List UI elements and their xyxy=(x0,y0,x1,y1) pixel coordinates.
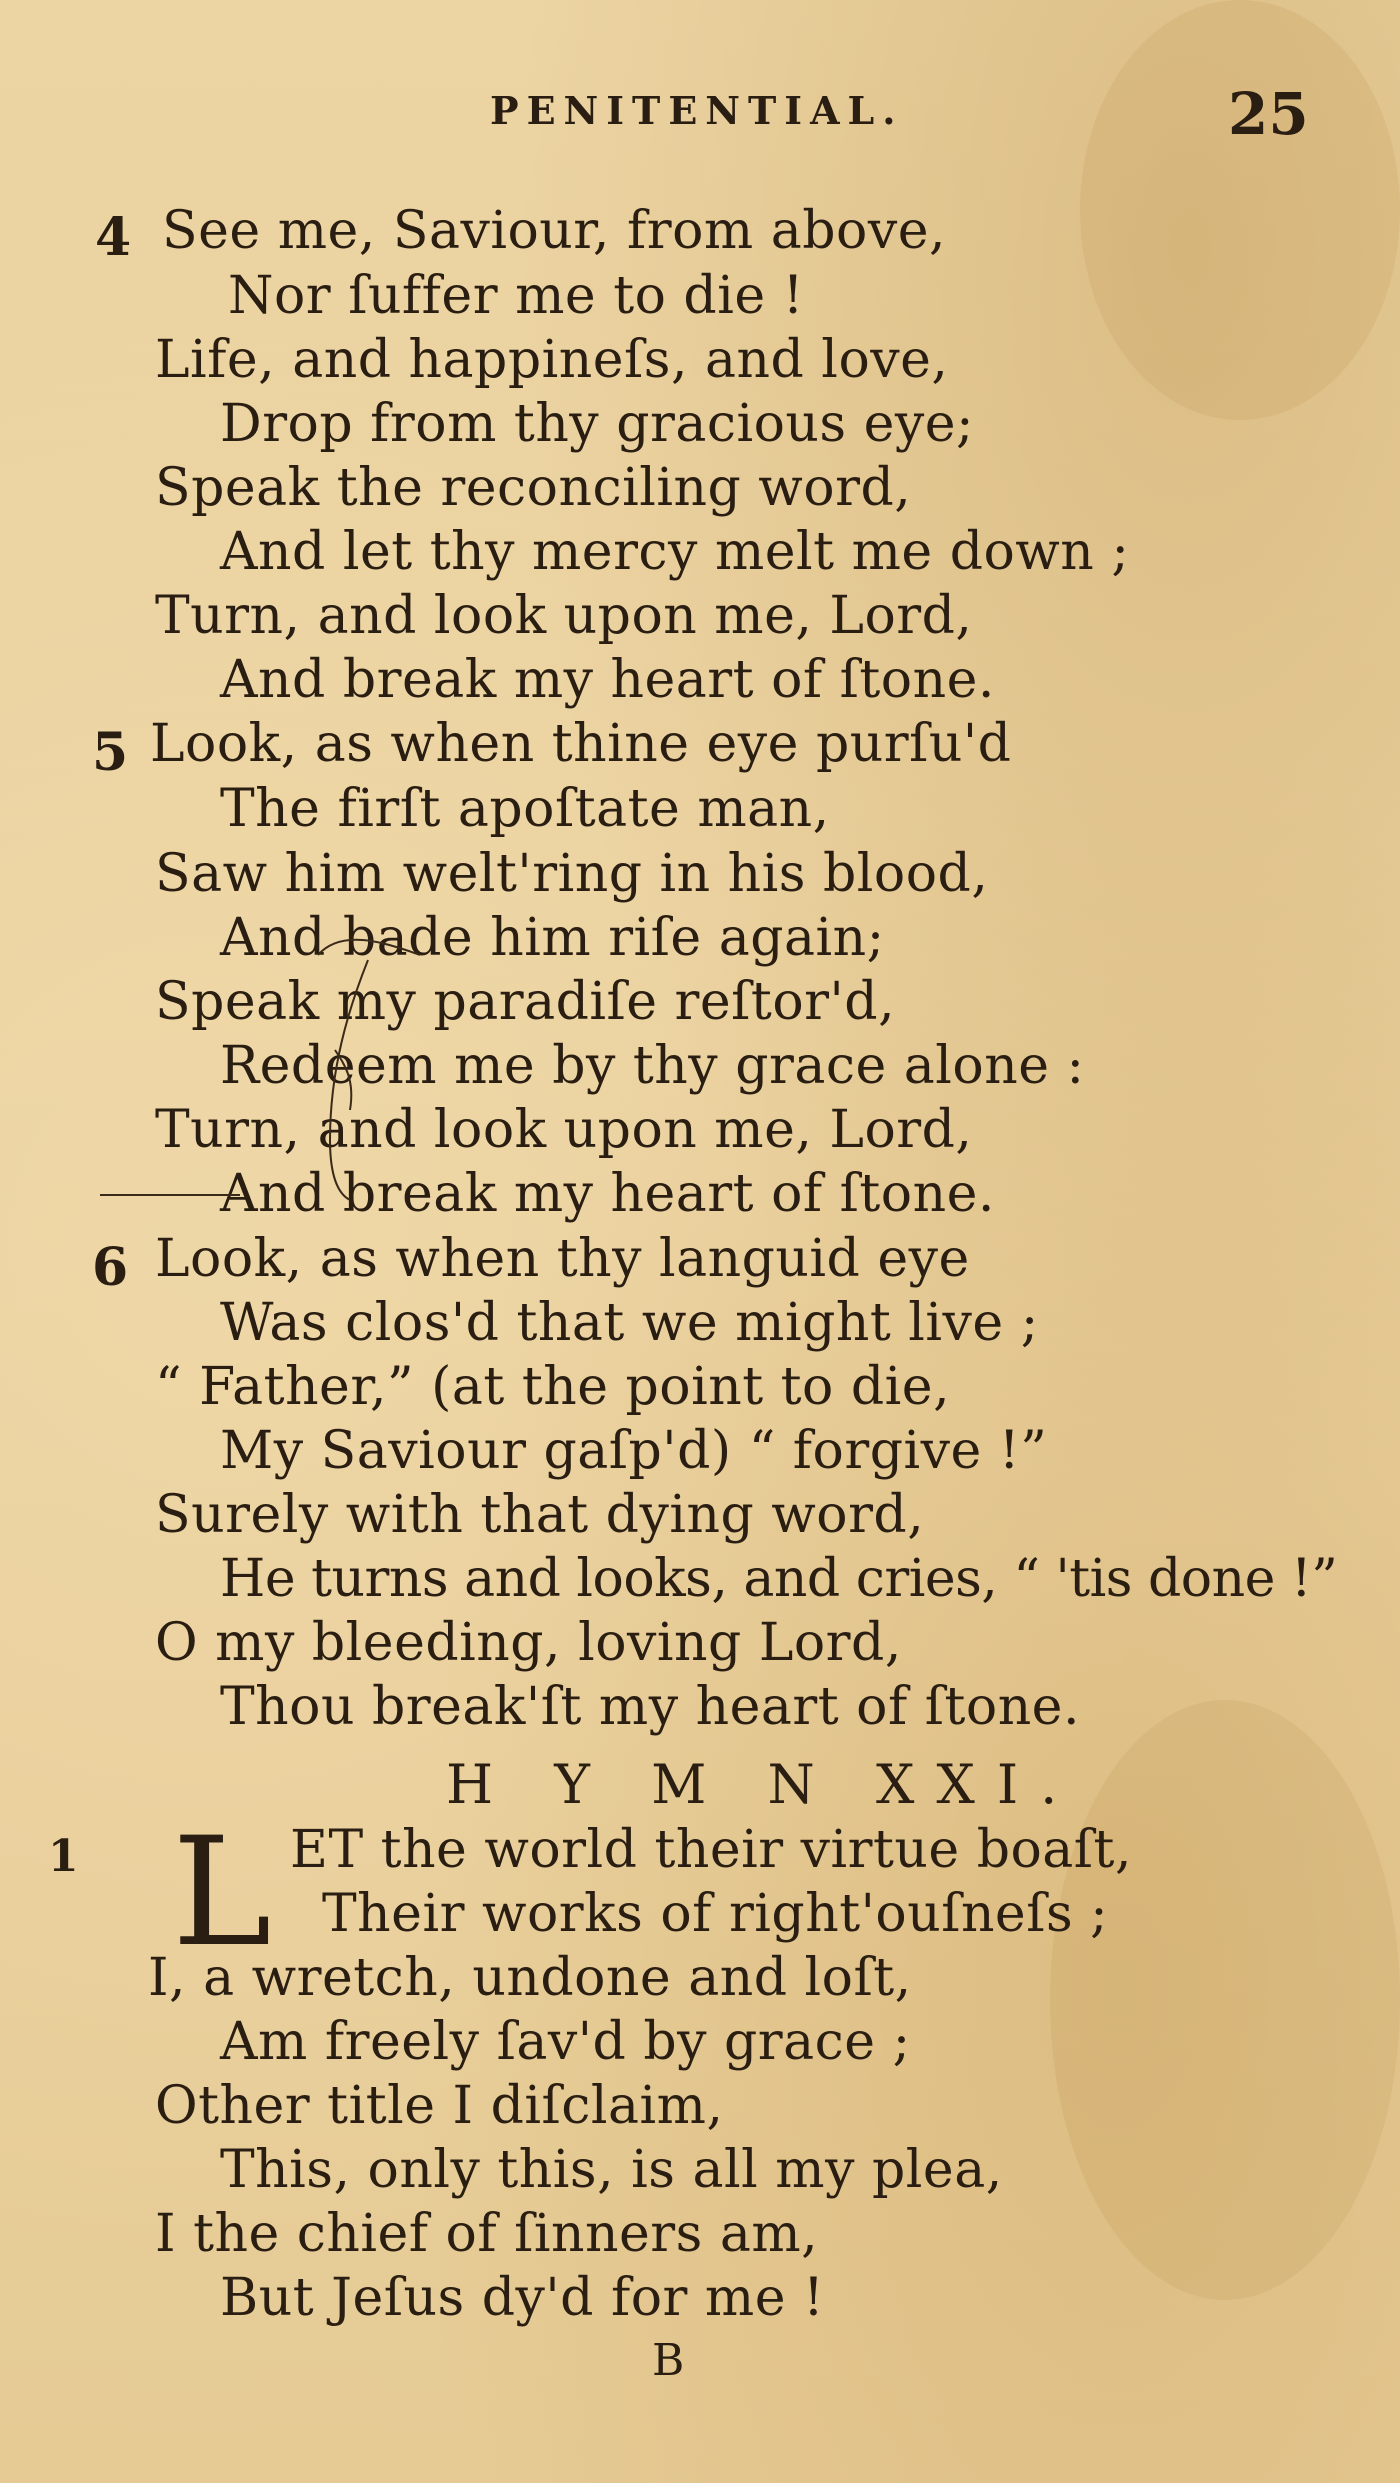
verse-line: Turn, and look upon me, Lord, xyxy=(155,1100,973,1160)
verse-line: Surely with that dying word, xyxy=(155,1485,925,1545)
verse-line: Was clos'd that we might live ; xyxy=(220,1293,1039,1353)
verse-line: Other title I diſclaim, xyxy=(155,2076,724,2136)
verse-line: And bade him riſe again; xyxy=(220,908,885,968)
verse-line: And let thy mercy melt me down ; xyxy=(220,522,1130,582)
verse-line: My Saviour gaſp'd) “ forgive !” xyxy=(220,1421,1048,1481)
stanza-number: 5 xyxy=(92,722,129,783)
verse-line: Look, as when thy languid eye xyxy=(155,1229,970,1289)
stanza-number: 1 xyxy=(48,1831,79,1882)
verse-line: Their works of right'ouſneſs ; xyxy=(322,1884,1109,1944)
verse-line: This, only this, is all my plea, xyxy=(220,2140,1003,2200)
verse-line: ET the world their virtue boaſt, xyxy=(290,1820,1132,1880)
verse-line: See me, Saviour, from above, xyxy=(162,201,946,261)
verse-line: Turn, and look upon me, Lord, xyxy=(155,586,973,646)
stanza-number: 6 xyxy=(92,1237,129,1298)
page-number: 25 xyxy=(1228,80,1309,148)
verse-line: Drop from thy gracious eye; xyxy=(220,394,975,454)
verse-line: Speak the reconciling word, xyxy=(155,458,912,518)
running-head: PENITENTIAL. xyxy=(490,88,904,133)
verse-line: Speak my paradiſe reſtor'd, xyxy=(155,972,896,1032)
verse-line: And break my heart of ſtone. xyxy=(220,650,995,710)
verse-line: Redeem me by thy grace alone : xyxy=(220,1036,1085,1096)
signature-mark: B xyxy=(652,2335,685,2386)
verse-line: He turns and looks, and cries, “ 'tis done !” xyxy=(220,1549,1338,1609)
verse-line: Saw him welt'ring in his blood, xyxy=(155,844,989,904)
verse-line: O my bleeding, loving Lord, xyxy=(155,1613,902,1673)
verse-line: “ Father,” (at the point to die, xyxy=(155,1357,951,1417)
verse-line: Look, as when thine eye purſu'd xyxy=(150,714,1012,774)
drop-cap: L xyxy=(172,1806,272,1980)
hymn-title: H Y M N XXI. xyxy=(446,1753,1080,1816)
verse-line: Nor ſuffer me to die ! xyxy=(228,266,805,326)
verse-line: Am freely ſav'd by grace ; xyxy=(220,2012,911,2072)
verse-line: Thou break'ſt my heart of ſtone. xyxy=(220,1677,1080,1737)
verse-line: And break my heart of ſtone. xyxy=(220,1164,995,1224)
verse-line: I the chief of ſinners am, xyxy=(155,2204,819,2264)
stanza-number: 4 xyxy=(95,207,132,268)
verse-line: I, a wretch, undone and loſt, xyxy=(148,1948,912,2008)
verse-line: Life, and happineſs, and love, xyxy=(155,330,949,390)
verse-line: The firſt apoſtate man, xyxy=(220,779,830,839)
verse-line: But Jeſus dy'd for me ! xyxy=(220,2268,825,2328)
